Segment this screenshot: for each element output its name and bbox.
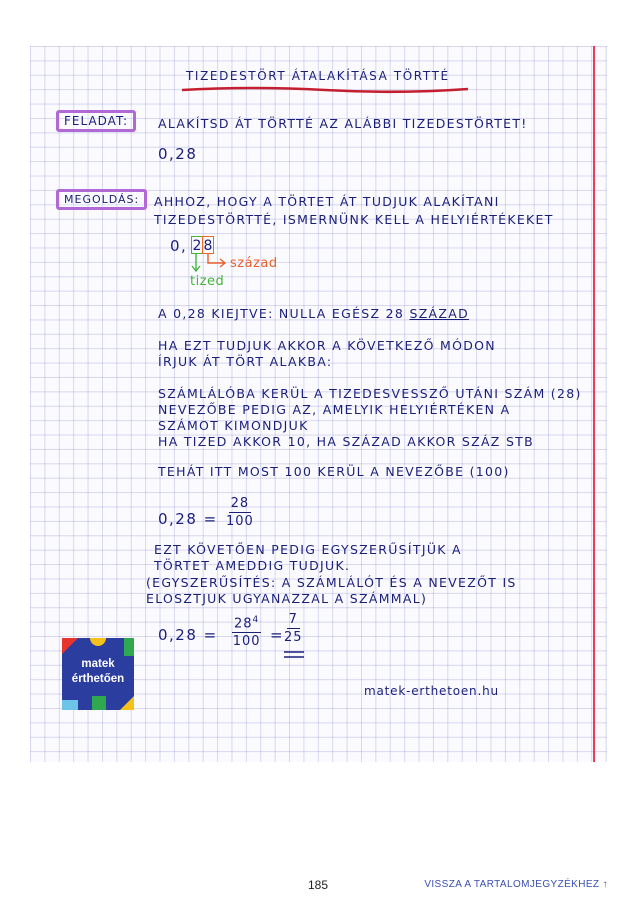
diagram-prefix: 0, — [170, 237, 188, 255]
paragraph-1-line-1: HA EZT TUDJUK AKKOR A KÖVETKEZŐ MÓDON — [158, 338, 496, 353]
logo-line-1: matek — [81, 658, 115, 670]
result-double-underline — [282, 649, 308, 661]
reading-unit: SZÁZAD — [409, 306, 470, 321]
logo-green-shape — [124, 638, 134, 656]
equation-2-numerator-2: 7 — [288, 612, 298, 627]
megoldas-label-box — [56, 189, 147, 210]
reading-prefix: A 0,28 KIEJTVE: NULLA EGÉSZ 28 — [158, 306, 405, 321]
paragraph-2-line-4: HA TIZED AKKOR 10, HA SZÁZAD AKKOR SZÁZ STB — [158, 434, 534, 449]
feladat-instruction: ALAKÍTSD ÁT TÖRTTÉ AZ ALÁBBI TIZEDESTÖRTET! — [158, 116, 528, 131]
matek-erthetoen-logo — [62, 638, 134, 710]
logo-red-triangle — [62, 638, 78, 654]
paragraph-4-line-4: ELOSZTJUK UGYANAZZAL A SZÁMMAL) — [146, 591, 428, 606]
megoldas-line-1: AHHOZ, HOGY A TÖRTET ÁT TUDJUK ALAKÍTANI — [154, 194, 500, 209]
label-tenths: tized — [190, 274, 225, 289]
logo-yellow-shape — [90, 638, 106, 646]
equation-1-denominator: 100 — [226, 514, 254, 529]
equation-2-lhs: 0,28 = — [158, 626, 218, 644]
equation-1-lhs: 0,28 = — [158, 510, 218, 528]
equation-2-equals: = — [270, 626, 285, 644]
logo-blue-shape — [62, 700, 78, 710]
paragraph-2-line-2: NEVEZŐBE PEDIG AZ, AMELYIK HELYIÉRTÉKEN A — [158, 402, 511, 417]
paragraph-4-line-2: TÖRTET AMEDDIG TUDJUK. — [154, 558, 351, 573]
paragraph-4-line-1: EZT KÖVETŐEN PEDIG EGYSZERŰSÍTJÜK A — [154, 542, 462, 557]
logo-text — [62, 657, 134, 687]
title-underline — [180, 84, 470, 96]
feladat-number: 0,28 — [158, 145, 198, 163]
page-title: TIZEDESTÖRT ÁTALAKÍTÁSA TÖRTTÉ — [186, 69, 450, 83]
digit-tenths: 2 — [192, 238, 202, 254]
equation-2-numerator-1 — [232, 612, 261, 633]
equation-2-fraction-1 — [232, 612, 261, 650]
paragraph-1-line-2: ÍRJUK ÁT TÖRT ALAKBA: — [158, 354, 333, 369]
divisor-mark: 4 — [252, 615, 260, 625]
paragraph-4-line-3: (EGYSZERŰSÍTÉS: A SZÁMLÁLÓT ÉS A NEVEZŐT IS — [146, 575, 517, 590]
reading-line — [158, 306, 469, 321]
equation-2-denominator-1: 100 — [232, 634, 261, 650]
equation-1-numerator: 28 — [230, 496, 250, 511]
page-number: 185 — [307, 878, 329, 892]
paragraph-2-line-3: SZÁMOT KIMONDJUK — [158, 418, 309, 433]
back-to-contents-link[interactable]: VISSZA A TARTALOMJEGYZÉKHEZ ↑ — [424, 879, 608, 890]
logo-yellow-triangle — [120, 696, 134, 710]
megoldas-label: MEGOLDÁS: — [64, 193, 140, 206]
equation-2-denominator-2: 25 — [284, 630, 303, 645]
feladat-label-box — [56, 110, 136, 132]
website-url: matek-erthetoen.hu — [364, 684, 499, 698]
label-hundredths: század — [230, 256, 278, 271]
logo-line-2: érthetően — [71, 673, 125, 685]
margin-line — [593, 46, 595, 762]
logo-green-square — [92, 696, 106, 710]
paragraph-3: TEHÁT ITT MOST 100 KERÜL A NEVEZŐBE (100) — [158, 464, 510, 479]
equation-2-fraction-2 — [284, 612, 303, 646]
megoldas-line-2: TIZEDESTÖRTTÉ, ISMERNÜNK KELL A HELYIÉRTÉKEKET — [154, 212, 554, 227]
digit-hundredths: 8 — [203, 238, 213, 254]
equation-1-fraction — [226, 496, 254, 530]
feladat-label: FELADAT: — [64, 114, 129, 128]
numerator-1-value: 28 — [234, 616, 253, 632]
paragraph-2-line-1: SZÁMLÁLÓBA KERÜL A TIZEDESVESSZŐ UTÁNI SZÁM (28) — [158, 386, 582, 401]
